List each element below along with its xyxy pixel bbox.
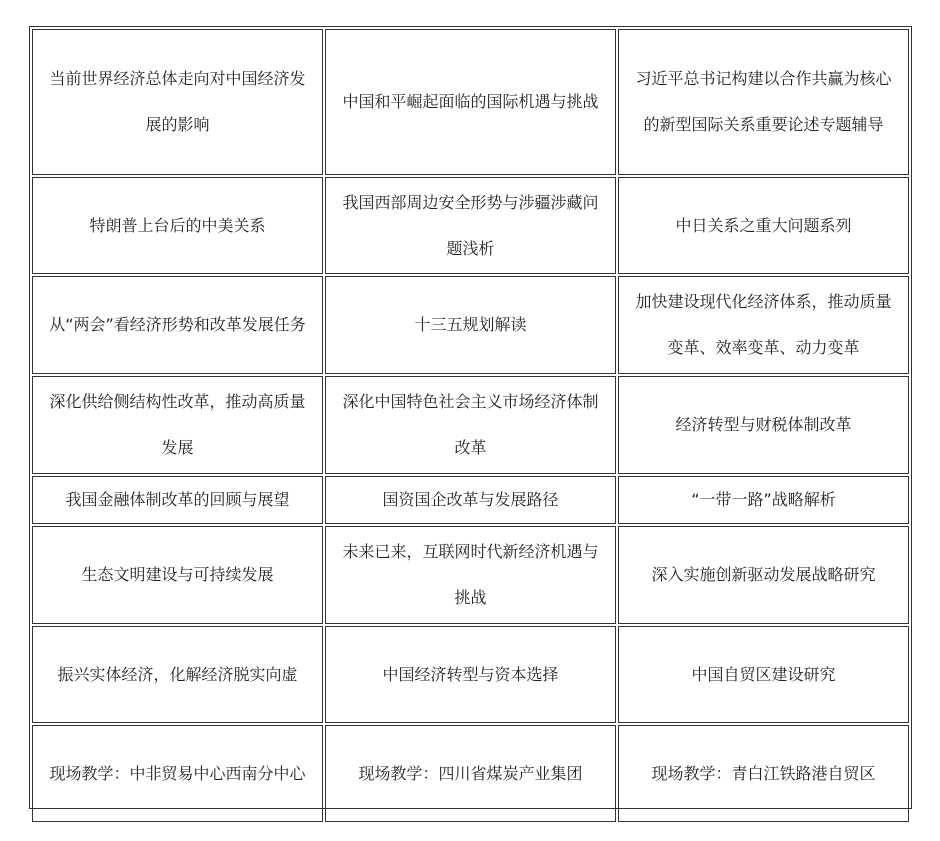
cell-text: 中国自贸区建设研究 <box>691 664 836 684</box>
cell-text: 振兴实体经济，化解经济脱实向虚 <box>57 664 298 684</box>
cell-text: 深入实施创新驱动发展战略研究 <box>651 565 876 584</box>
table-cell <box>325 376 616 474</box>
cell-text: 现场教学：青白江铁路港自贸区 <box>651 763 876 783</box>
course-topics-table <box>29 26 912 809</box>
cell-text: 深化中国特色社会主义市场经济体制改革 <box>342 392 599 457</box>
cell-text: 加快建设现代化经济体系，推动质量变革、效率变革、动力变革 <box>635 292 892 357</box>
cell-text: 中国和平崛起面临的国际机遇与挑战 <box>342 92 599 111</box>
cell-text: 深化供给侧结构性改革，推动高质量发展 <box>49 392 306 457</box>
table-cell <box>618 476 909 524</box>
table-cell <box>32 626 323 723</box>
table-cell <box>618 376 909 474</box>
cell-text: 现场教学：中非贸易中心西南分中心 <box>49 763 306 783</box>
cell-text: 中日关系之重大问题系列 <box>675 215 852 235</box>
table-cell <box>618 526 909 624</box>
table-cell <box>618 626 909 723</box>
table-cell <box>325 29 616 175</box>
cell-text: 我国西部周边安全形势与涉疆涉藏问题浅析 <box>342 192 599 258</box>
cell-text: 我国金融体制改革的回顾与展望 <box>65 490 290 509</box>
cell-text: 习近平总书记构建以合作共赢为核心的新型国际关系重要论述专题辅导 <box>635 69 892 134</box>
table-cell <box>618 276 909 374</box>
table-cell <box>32 376 323 474</box>
cell-text: 生态文明建设与可持续发展 <box>81 565 274 584</box>
cell-text: 未来已来，互联网时代新经济机遇与挑战 <box>342 542 599 607</box>
cell-text: 经济转型与财税体制改革 <box>675 415 852 434</box>
cell-text: “一带一路”战略解析 <box>691 490 836 509</box>
table-cell <box>32 526 323 624</box>
cell-text: 中国经济转型与资本选择 <box>382 664 559 684</box>
table-cell <box>325 725 616 822</box>
table-cell <box>325 626 616 723</box>
table-cell <box>325 476 616 524</box>
cell-text: 十三五规划解读 <box>414 315 527 334</box>
table-cell <box>325 177 616 274</box>
table-cell <box>618 177 909 274</box>
cell-text: 特朗普上台后的中美关系 <box>89 215 266 235</box>
cell-text: 现场教学：四川省煤炭产业集团 <box>358 763 583 783</box>
table-cell <box>32 276 323 374</box>
table-cell <box>618 29 909 175</box>
table-cell <box>32 725 323 822</box>
table-cell <box>325 276 616 374</box>
table-cell <box>32 476 323 524</box>
cell-text: 国资国企改革与发展路径 <box>382 490 559 509</box>
cell-text: 当前世界经济总体走向对中国经济发展的影响 <box>49 69 306 134</box>
table-cell <box>325 526 616 624</box>
cell-text: 从“两会”看经济形势和改革发展任务 <box>49 315 306 334</box>
table-cell <box>618 725 909 822</box>
table-cell <box>32 177 323 274</box>
table-cell <box>32 29 323 175</box>
